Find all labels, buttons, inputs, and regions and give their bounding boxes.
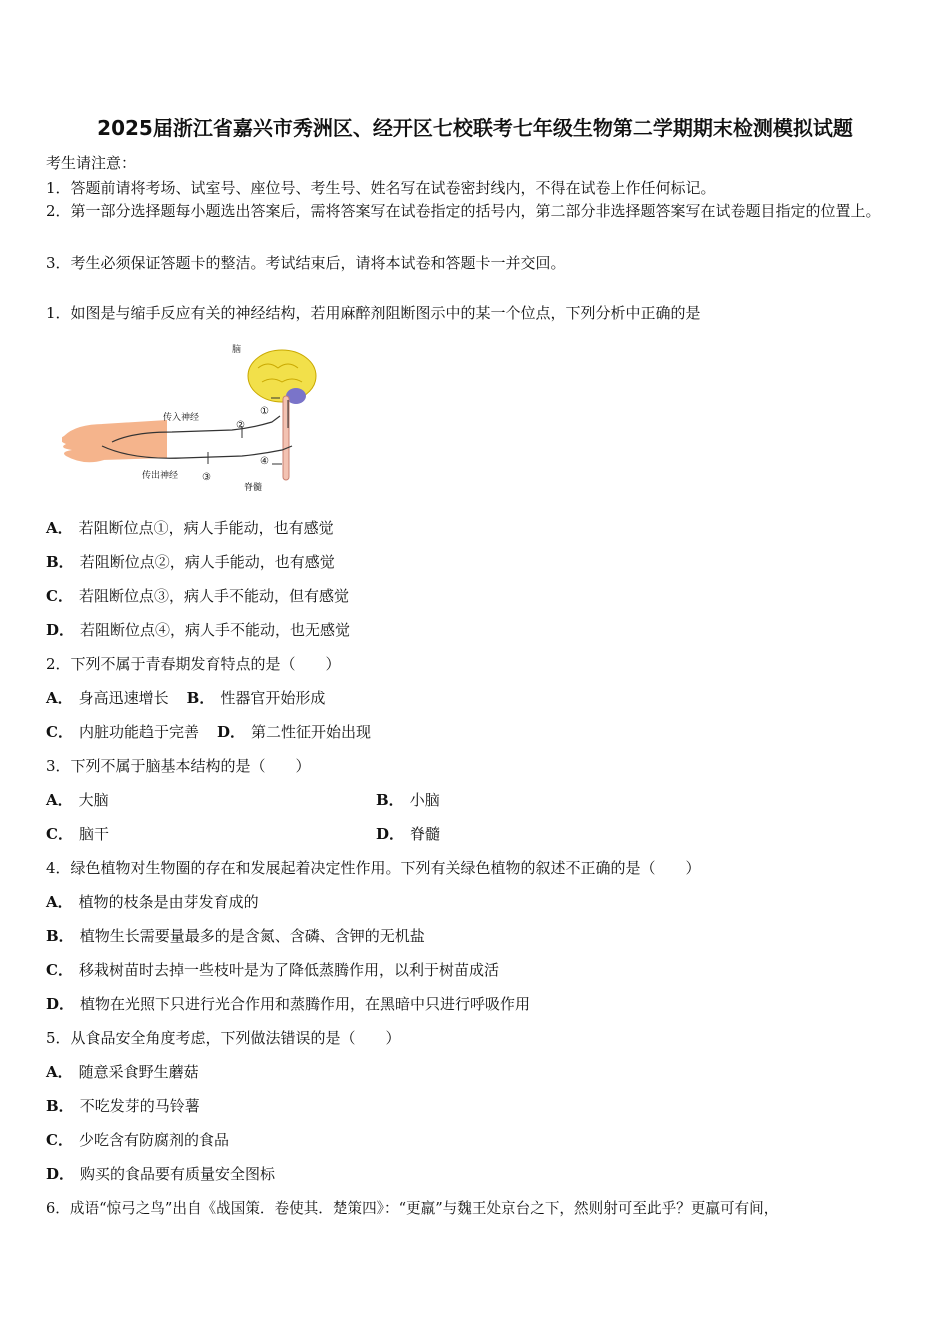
- q4-option-d: [46, 993, 530, 1014]
- option-label: D．: [216, 723, 245, 741]
- notice-item-1: 1．答题前请将考场、试室号、座位号、考生号、姓名写在试卷密封线内，不得在试卷上作任何标记。: [46, 179, 716, 197]
- option-text: 若阻断位点③，病人手不能动，但有感觉: [78, 587, 349, 605]
- question-3-stem: 3．下列不属于脑基本结构的是（ ）: [46, 757, 311, 775]
- q3-option-c: [46, 823, 109, 844]
- hand-shape: [62, 424, 104, 462]
- q3-option-a: [46, 789, 109, 810]
- q2-options-ab: [46, 687, 325, 708]
- option-label: D．: [46, 621, 75, 639]
- option-text: 身高迅速增长: [78, 689, 169, 707]
- q4-option-b: [46, 925, 425, 946]
- option-text: 脑干: [78, 825, 109, 843]
- question-6-stem: 6．成语“惊弓之鸟”出自《战国策．卷使其．楚策四》：“更羸”与魏王处京台之下，然则射可至此乎？更羸可有间，: [46, 1200, 779, 1217]
- option-label: D．: [376, 825, 405, 843]
- option-text: 植物的枝条是由芽发育成的: [78, 893, 259, 911]
- option-text: 大脑: [78, 791, 109, 809]
- reflex-arc-figure: [62, 338, 332, 498]
- label-site-2: ②: [236, 420, 245, 431]
- option-label: D．: [46, 1165, 75, 1183]
- question-5-stem: 5．从食品安全角度考虑，下列做法错误的是（ ）: [46, 1029, 401, 1047]
- brain-shape: [248, 350, 316, 402]
- page-title: 2025届浙江省嘉兴市秀洲区、经开区七校联考七年级生物第二学期期末检测模拟试题: [97, 116, 853, 140]
- option-text: 脊髓: [410, 825, 441, 843]
- label-brain: 脑: [232, 345, 242, 355]
- option-text: 随意采食野生蘑菇: [78, 1063, 199, 1081]
- q1-option-c: [46, 585, 349, 606]
- arm-shape: [102, 420, 167, 460]
- option-text: 少吃含有防腐剂的食品: [78, 1131, 229, 1149]
- option-label: A．: [46, 791, 73, 809]
- q4-option-c: [46, 959, 499, 980]
- option-text: 不吃发芽的马铃薯: [79, 1097, 200, 1115]
- option-label: A．: [46, 1063, 73, 1081]
- option-text: 若阻断位点④，病人手不能动，也无感觉: [80, 621, 351, 639]
- option-text: 性器官开始形成: [220, 689, 326, 707]
- option-label: B．: [46, 927, 74, 945]
- option-label: D．: [46, 995, 75, 1013]
- option-label: B．: [46, 1097, 74, 1115]
- option-text: 购买的食品要有质量安全图标: [80, 1165, 276, 1183]
- option-text: 移栽树苗时去掉一些枝叶是为了降低蒸腾作用，以利于树苗成活: [78, 961, 499, 979]
- option-label: C．: [46, 825, 73, 843]
- option-text: 植物在光照下只进行光合作用和蒸腾作用，在黑暗中只进行呼吸作用: [80, 995, 531, 1013]
- option-label: A．: [46, 893, 73, 911]
- option-label: B．: [186, 689, 215, 707]
- label-site-1: ①: [260, 406, 269, 417]
- option-text: 内脏功能趋于完善: [78, 723, 199, 741]
- option-label: C．: [46, 723, 73, 741]
- q4-option-a: [46, 891, 259, 912]
- option-label: C．: [46, 961, 73, 979]
- option-label: C．: [46, 1131, 73, 1149]
- label-site-3: ③: [202, 472, 211, 483]
- label-spinal: 脊髓: [244, 483, 263, 493]
- question-1-stem: 1．如图是与缩手反应有关的神经结构，若用麻醉剂阻断图示中的某一个位点，下列分析中正确的是: [46, 304, 701, 322]
- label-afferent: 传入神经: [163, 413, 200, 423]
- q3-option-d: [376, 823, 440, 844]
- label-efferent: 传出神经: [142, 471, 179, 481]
- option-label: A．: [46, 689, 73, 707]
- option-text: 植物生长需要量最多的是含氮、含磷、含钾的无机盐: [79, 927, 425, 945]
- notice-heading: 考生请注意：: [46, 154, 137, 172]
- option-text: 若阻断位点①，病人手能动，也有感觉: [78, 519, 334, 537]
- q3-option-b: [376, 789, 440, 810]
- q5-option-d: [46, 1163, 275, 1184]
- q5-option-a: [46, 1061, 199, 1082]
- option-text: 若阻断位点②，病人手能动，也有感觉: [79, 553, 335, 571]
- option-label: A．: [46, 519, 73, 537]
- option-text: 小脑: [409, 791, 440, 809]
- question-2-stem: 2．下列不属于青春期发育特点的是（ ）: [46, 655, 341, 673]
- option-text: 第二性征开始出现: [250, 723, 371, 741]
- notice-item-3: 3．考生必须保证答题卡的整洁。考试结束后，请将本试卷和答题卡一并交回。: [46, 254, 566, 272]
- option-label: B．: [376, 791, 404, 809]
- q2-options-cd: [46, 721, 371, 742]
- question-4-stem: 4．绿色植物对生物圈的存在和发展起着决定性作用。下列有关绿色植物的叙述不正确的是（ ）: [46, 859, 701, 877]
- q1-option-d: [46, 619, 350, 640]
- label-site-4: ④: [260, 456, 269, 467]
- reflex-arc-diagram: [62, 338, 332, 498]
- q5-option-b: [46, 1095, 200, 1116]
- notice-item-2: 2．第一部分选择题每小题选出答案后，需将答案写在试卷指定的括号内，第二部分非选择题答案写在试卷题目指定的位置上。: [46, 202, 881, 220]
- q1-option-b: [46, 551, 335, 572]
- option-label: C．: [46, 587, 73, 605]
- option-label: B．: [46, 553, 74, 571]
- q5-option-c: [46, 1129, 229, 1150]
- q1-option-a: [46, 517, 334, 538]
